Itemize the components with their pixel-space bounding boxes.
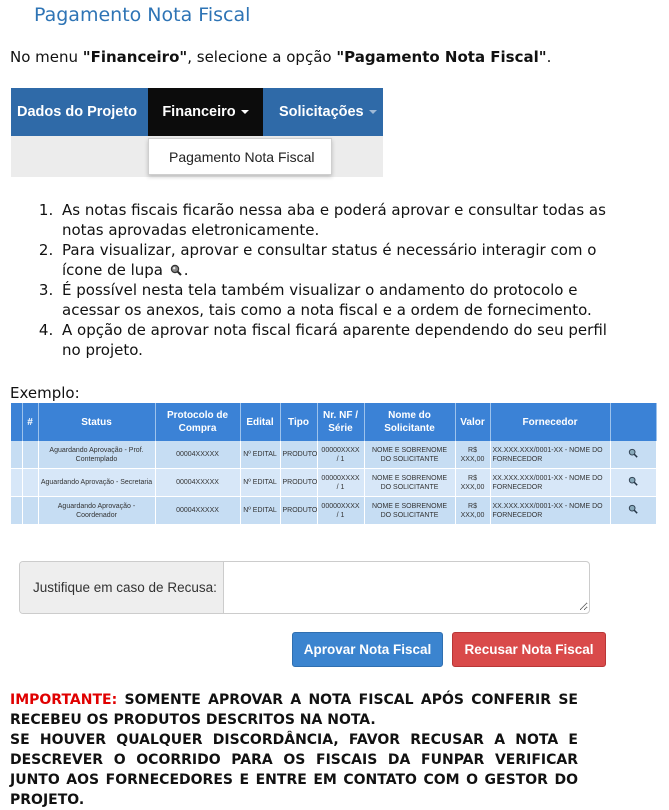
col-expand — [11, 403, 22, 441]
intro-text — [10, 48, 551, 66]
cell-blank — [22, 497, 38, 525]
col-header: Valor — [455, 403, 490, 441]
justify-textarea-wrap — [226, 564, 588, 611]
dropdown-pagamento-nota-fiscal[interactable]: Pagamento Nota Fiscal — [148, 138, 332, 175]
col-header: Fornecedor — [490, 403, 610, 441]
step-item: 4. A opção de aprovar nota fiscal ficará aparente dependendo do seu perfil no projeto. — [58, 320, 618, 360]
col-header: Edital — [240, 403, 280, 441]
cell-edital: Nº EDITAL — [240, 497, 280, 525]
step-text: Para visualizar, aprovar e consultar status é necessário interagir com o ícone de lupa — [62, 241, 597, 279]
cell-nf: 00000XXXX / 1 — [317, 497, 364, 525]
cell-protocolo: 00004XXXXX — [155, 441, 240, 469]
cell-action[interactable] — [610, 497, 656, 525]
cell-blank — [11, 441, 22, 469]
page-title: Pagamento Nota Fiscal — [34, 4, 251, 26]
cell-nf: 00000XXXX / 1 — [317, 469, 364, 497]
intro-menu: "Financeiro" — [82, 48, 188, 66]
cell-tipo: PRODUTO — [280, 441, 317, 469]
cell-fornecedor: XX.XXX.XXX/0001-XX - NOME DO FORNECEDOR — [490, 469, 610, 497]
intro-middle: , selecione a opção — [187, 48, 337, 66]
table-row — [11, 497, 656, 525]
reject-button[interactable]: Recusar Nota Fiscal — [452, 632, 606, 667]
cell-solicitante: NOME E SOBRENOME DO SOLICITANTE — [364, 469, 455, 497]
cell-nf: 00000XXXX / 1 — [317, 441, 364, 469]
cell-blank — [22, 469, 38, 497]
cell-protocolo: 00004XXXXX — [155, 469, 240, 497]
cell-blank — [22, 441, 38, 469]
magnifier-icon[interactable] — [628, 476, 638, 486]
cell-blank — [11, 469, 22, 497]
cell-fornecedor: XX.XXX.XXX/0001-XX - NOME DO FORNECEDOR — [490, 441, 610, 469]
col-header: # — [22, 403, 38, 441]
cell-valor: R$ XXX,00 — [455, 497, 490, 525]
step-item: 3. É possível nesta tela também visualizar o andamento do protocolo e acessar os anexos, tais como a nota fiscal e a ordem de fornecimento. — [58, 280, 618, 320]
caret-down-icon — [369, 110, 377, 114]
cell-status: Aguardando Aprovação - Prof. Contemplado — [38, 441, 155, 469]
cell-protocolo: 00004XXXXX — [155, 497, 240, 525]
step-item: 1. As notas fiscais ficarão nessa aba e poderá aprovar e consultar todas as notas aprovadas eletronicamente. — [58, 200, 618, 240]
caret-down-icon — [241, 110, 249, 114]
cell-action[interactable] — [610, 469, 656, 497]
col-header: Nr. NF / Série — [317, 403, 364, 441]
approve-button[interactable]: Aprovar Nota Fiscal — [292, 632, 443, 667]
step-item — [58, 240, 618, 280]
cell-fornecedor: XX.XXX.XXX/0001-XX - NOME DO FORNECEDOR — [490, 497, 610, 525]
nav-solicitacoes[interactable] — [279, 88, 377, 136]
cell-tipo: PRODUTO — [280, 469, 317, 497]
cell-status: Aguardando Aprovação - Secretaria — [38, 469, 155, 497]
cell-blank — [11, 497, 22, 525]
table-row — [11, 469, 656, 497]
col-header: Nome do Solicitante — [364, 403, 455, 441]
navbar — [11, 88, 383, 136]
example-label: Exemplo: — [10, 384, 80, 402]
col-header: Tipo — [280, 403, 317, 441]
table-row — [11, 441, 656, 469]
magnifier-icon[interactable] — [628, 504, 638, 514]
nav-solicitacoes-label: Solicitações — [279, 104, 364, 120]
col-header: Status — [38, 403, 155, 441]
cell-solicitante: NOME E SOBRENOME DO SOLICITANTE — [364, 497, 455, 525]
magnifier-icon — [170, 264, 182, 276]
step-suffix: . — [183, 261, 189, 279]
cell-status: Aguardando Aprovação - Coordenador — [38, 497, 155, 525]
justify-textarea[interactable] — [226, 564, 588, 611]
table-header-row — [11, 403, 656, 441]
col-header: Protocolo de Compra — [155, 403, 240, 441]
intro-prefix: No menu — [10, 48, 83, 66]
important-notice — [10, 690, 578, 810]
steps-list — [20, 200, 618, 360]
magnifier-icon[interactable] — [628, 448, 638, 458]
nav-dados-projeto[interactable]: Dados do Projeto — [17, 104, 138, 120]
cell-valor: R$ XXX,00 — [455, 469, 490, 497]
cell-edital: Nº EDITAL — [240, 469, 280, 497]
intro-option: "Pagamento Nota Fiscal" — [336, 48, 547, 66]
justify-label: Justifique em caso de Recusa: — [20, 562, 224, 613]
cell-action[interactable] — [610, 441, 656, 469]
important-line2: SE HOUVER QUALQUER DISCORDÂNCIA, FAVOR RECUSAR A NOTA E DESCREVER O OCORRIDO PARA OS FISCAIS DA FUNPAR VERIFICAR JUNTO AOS FORNECEDORES E ENTRE EM CONTATO COM O GESTOR DO PROJETO. — [10, 732, 578, 808]
important-label: IMPORTANTE: — [10, 692, 118, 708]
col-actions — [610, 403, 656, 441]
nav-financeiro[interactable] — [148, 88, 263, 136]
intro-suffix: . — [546, 48, 552, 66]
cell-valor: R$ XXX,00 — [455, 441, 490, 469]
example-table — [11, 403, 656, 527]
important-line1: SOMENTE APROVAR A NOTA FISCAL APÓS CONFERIR SE RECEBEU OS PRODUTOS DESCRITOS NA NOTA. — [10, 692, 578, 728]
cell-edital: Nº EDITAL — [240, 441, 280, 469]
cell-solicitante: NOME E SOBRENOME DO SOLICITANTE — [364, 441, 455, 469]
cell-tipo: PRODUTO — [280, 497, 317, 525]
nav-financeiro-label: Financeiro — [162, 104, 236, 120]
